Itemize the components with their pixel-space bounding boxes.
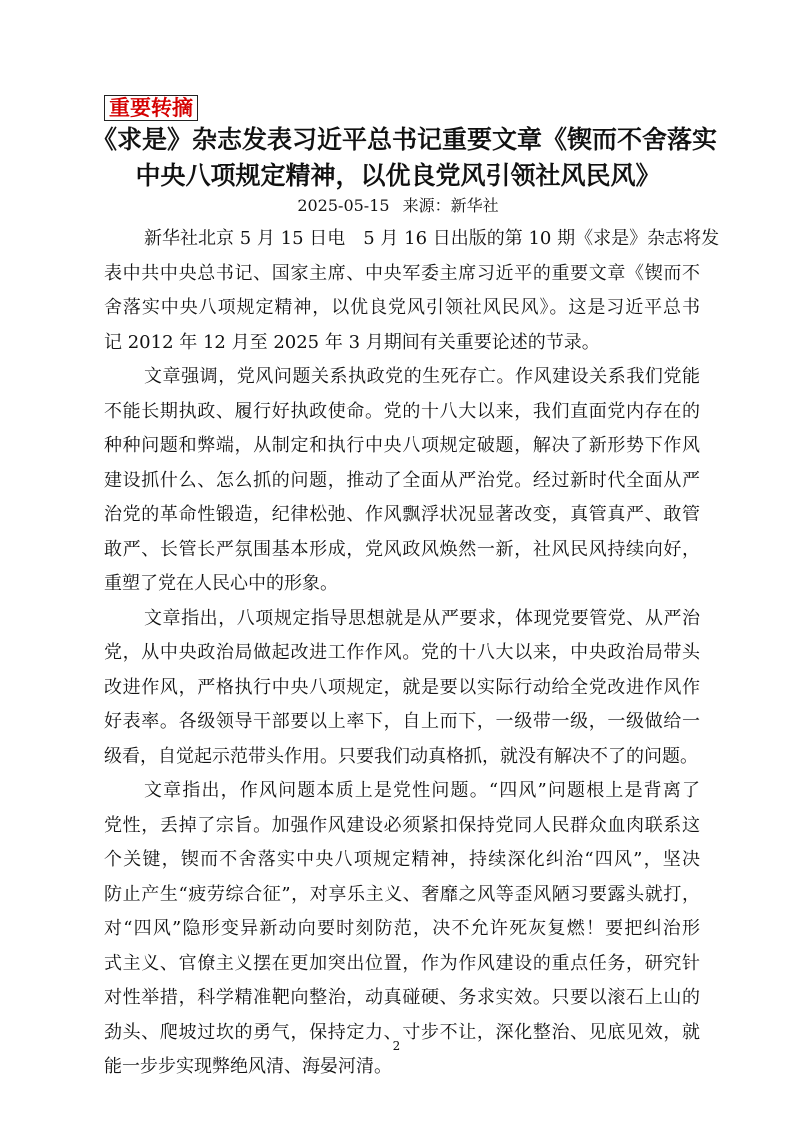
text-line: 不能长期执政、履行好执政使命。党的十八大以来，我们直面党内存在的 <box>104 400 700 422</box>
text-line: 级看，自觉起示范带头作用。只要我们动真格抓，就没有解决不了的问题。 <box>104 745 698 767</box>
text-line: 重塑了党在人民心中的形象。 <box>104 573 338 594</box>
text-line: 新华社北京 5 月 15 日电 5 月 16 日出版的第 10 期《求是》杂志将发 <box>144 228 720 249</box>
page-number: 2 <box>392 1039 401 1053</box>
article-body <box>104 222 720 1085</box>
paragraph-1 <box>104 222 720 360</box>
text-line: 表中共中央总书记、国家主席、中央军委主席习近平的重要文章《锲而不 <box>104 262 700 284</box>
article-meta <box>92 195 704 217</box>
paragraph-3 <box>104 602 700 775</box>
text-line: 好表率。各级领导干部要以上率下，自上而下，一级带一级，一级做给一 <box>104 711 700 732</box>
text-line: 对性举措，科学精准靶向整治，动真碰硬、务求实效。只要以滚石上山的 <box>104 987 700 1008</box>
text-line: 个关键，锲而不舍落实中央八项规定精神，持续深化纠治“四风”，坚决 <box>104 849 700 870</box>
text-line: 建设抓什么、怎么抓的问题，推动了全面从严治党。经过新时代全面从严 <box>104 469 700 491</box>
text-line: 记 2012 年 12 月至 2025 年 3 月期间有关重要论述的节录。 <box>104 331 600 353</box>
text-line: 种种问题和弊端，从制定和执行中央八项规定破题，解决了新形势下作风 <box>104 435 700 456</box>
text-line: 文章强调，党风问题关系执政党的生死存亡。作风建设关系我们党能 <box>144 366 700 387</box>
text-line: 劲头、爬坡过坎的勇气，保持定力、寸步不让，深化整治、见底见效，就 <box>104 1021 700 1043</box>
text-line: 防止产生“疲劳综合征”，对享乐主义、奢靡之风等歪风陋习要露头就打， <box>104 883 700 905</box>
text-line: 舍落实中央八项规定精神，以优良党风引领社风民风》。这是习近平总书 <box>104 297 700 318</box>
paragraph-2 <box>104 360 700 602</box>
text-line: 治党的革命性锻造，纪律松弛、作风飘浮状况显著改变，真管真严、敢管 <box>104 504 700 525</box>
text-line: 对“四风”隐形变异新动向要时刻防范，决不允许死灰复燃！要把纠治形 <box>104 918 700 939</box>
text-line: 文章指出，作风问题本质上是党性问题。“四风”问题根上是背离了 <box>144 780 700 801</box>
category-tag: 重要转摘 <box>104 95 198 121</box>
article-title-line-2: 中央八项规定精神，以优良党风引领社风民风》 <box>135 161 661 190</box>
text-line: 党性，丢掉了宗旨。加强作风建设必须紧扣保持党同人民群众血肉联系这 <box>104 814 700 836</box>
article-source: 来源：新华社 <box>402 196 499 215</box>
publish-date: 2025-05-15 <box>297 196 390 215</box>
text-line: 改进作风，严格执行中央八项规定，就是要以实际行动给全党改进作风作 <box>104 676 700 698</box>
text-line: 能一步步实现弊绝风清、海晏河清。 <box>104 1056 392 1077</box>
text-line: 文章指出，八项规定指导思想就是从严要求，体现党要管党、从严治 <box>144 607 700 629</box>
text-line: 敢严、长管长严氛围基本形成，党风政风焕然一新，社风民风持续向好， <box>104 538 700 560</box>
text-line: 党，从中央政治局做起改进工作作风。党的十八大以来，中央政治局带头 <box>104 642 700 663</box>
article-title-line-1: 《求是》杂志发表习近平总书记重要文章《锲而不舍落实 <box>92 125 718 154</box>
text-line: 式主义、官僚主义摆在更加突出位置，作为作风建设的重点任务，研究针 <box>104 952 700 974</box>
